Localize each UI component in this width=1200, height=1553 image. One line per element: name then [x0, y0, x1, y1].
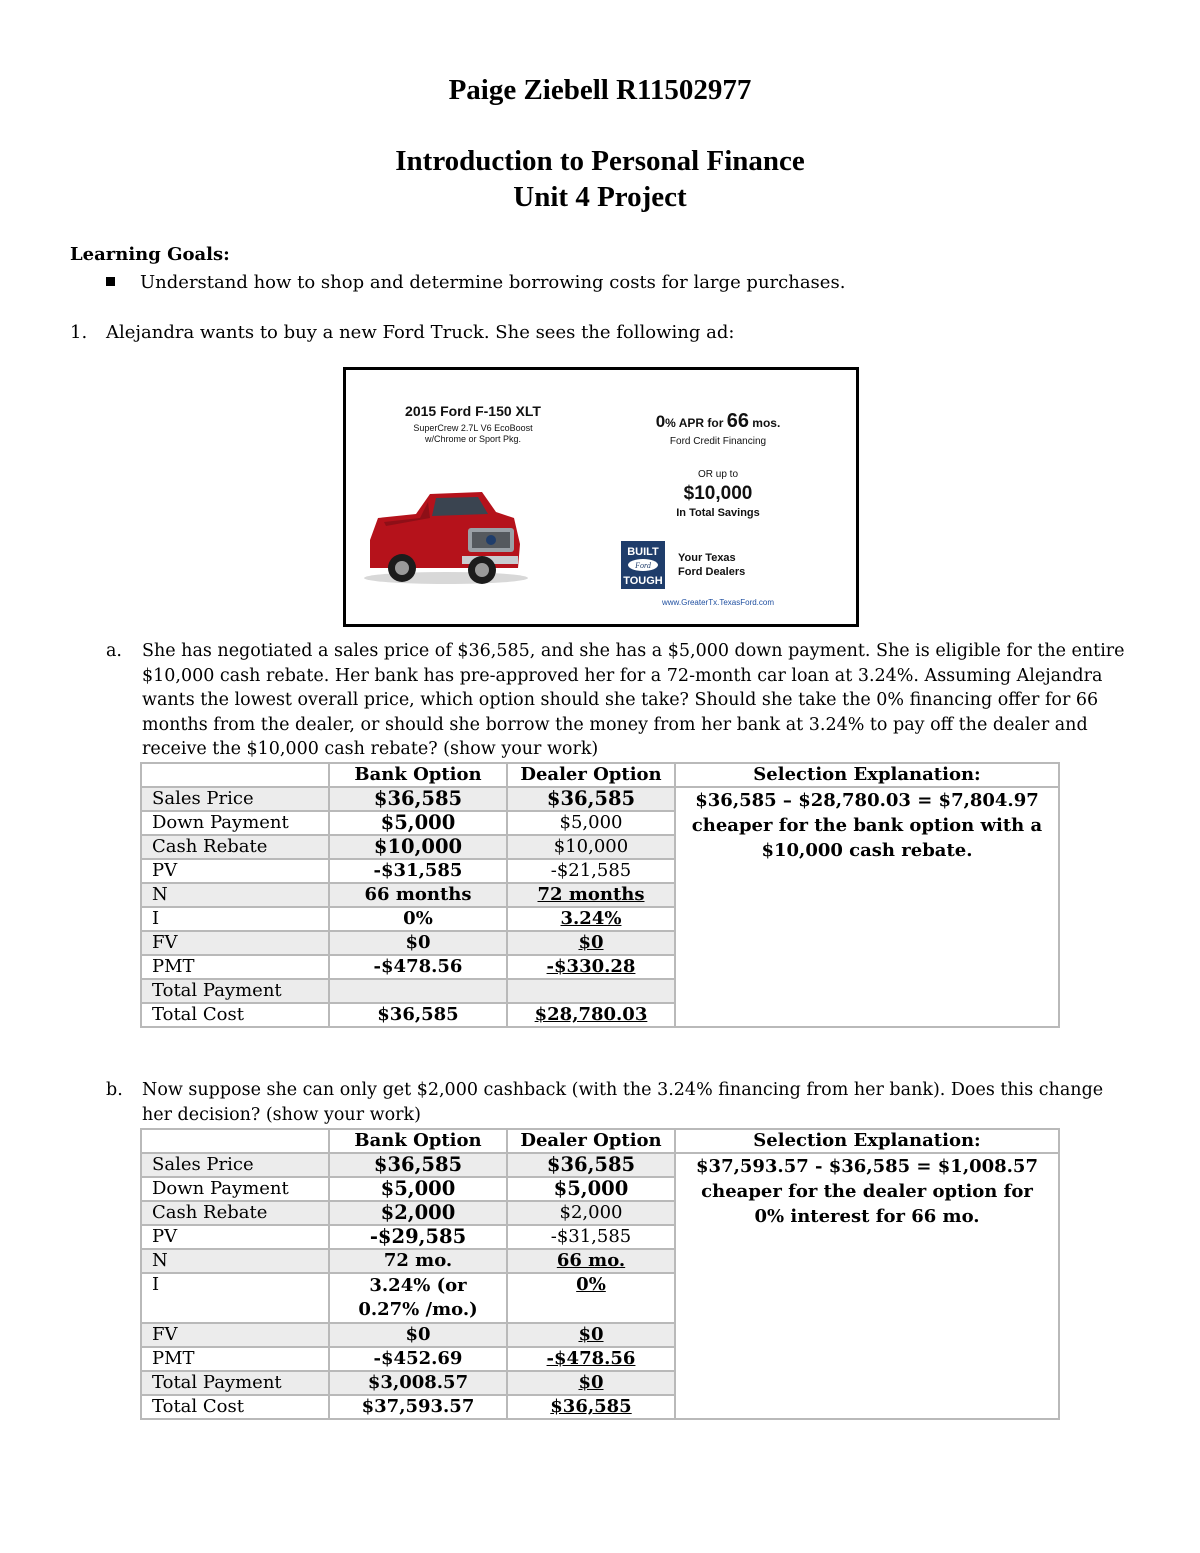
table-row: Total Cost $37,593.57 $36,585: [141, 1395, 1059, 1419]
course-title: Introduction to Personal Finance: [395, 145, 805, 177]
ad-trim-line1: SuperCrew 2.7L V6 EcoBoost: [413, 423, 533, 433]
document-page: Paige Ziebell R11502977 Introduction to Personal Finance Unit 4 Project Learning Goals: Understand how to shop and determine borrowing costs for large purchases. 1. Alejandra wants to buy a new Ford Truck. She sees the following ad: 2015 Ford F-150 XLT SuperCrew 2.7L V6 EcoBoost w/Chrome or Sport Pkg. 0% APR for 66 mos. Ford Credit Financing OR up to $10,000 In Total Savings BUILT Ford TOUGH Your Texas Ford Dealers www.GreaterTx.TexasFord.com a. She has negotiated a sales price of $36,585, and she has a $5,000 down payment. She is eligible for the entire $10,000 cash rebate. Her bank has pre-approved her for a 72-month car loan at 3.24%. Assuming Alejandra wants the lowest overall price, which option should she take? Should she take the 0% financing offer for 66 months from the dealer, or should she borrow the money from her bank at 3.24% to pay off the dealer and receive the $10,000 cash rebate? (show your work) Bank Option Dealer Option Selection Explanation: Sales Price $36,585 $36,585 $36,585 – $28,780.03 = $7,804.97 cheaper for the bank option with a $10,000 cash rebate. Down Payment $5,000 $5,000 Cash Rebate $10,000 $10,000 PV -$31,585 -$21,585 N 66 months 72 months I 0% 3.24% FV $0 $0 PMT -$478.56 -$330.28 Total Payment Total Cost $36,585 $28,780.03 b. Now suppose she can only get $2,000 cashback (with the 3.24% financing from her bank). Does this change her decision? (show your work) Bank Option Dealer Option Selection Explanation: Sales Price $36,585 $36,585 $37,593.57 - $36,585 = $1,008.57 cheaper for the dealer option for 0% interest for 66 mo. Down Payment $5,000 $5,000 Cash Rebate $2,000 $2,000 PV -$29,585 -$31,585 N 72 mo. 66 mo. I 3.24% (or 0.27% /mo.) 0% FV $0 $0 PMT -$452.69 -$478.56 Total Payment $3,008.57 $0 Total Cost $37,593.57 $36,585: [0, 0, 1200, 1553]
ad-savings-text: In Total Savings: [676, 507, 760, 519]
table-row: I 3.24% (or 0.27% /mo.) 0%: [141, 1273, 1059, 1323]
ad-dealers-line2: Ford Dealers: [678, 566, 746, 578]
table-row: Total Payment $3,008.57 $0: [141, 1371, 1059, 1395]
ford-ad-graphic: [346, 370, 856, 624]
bullet-square-icon: [106, 277, 115, 286]
author-line: Paige Ziebell R11502977: [448, 74, 752, 106]
built-ford-tough-badge-icon: [621, 541, 665, 589]
table-row: I 0% 3.24%: [141, 907, 1059, 931]
ad-apr-line: 0% APR for 66 mos.: [655, 410, 781, 432]
question-1: 1. Alejandra wants to buy a new Ford Truck. She sees the following ad:: [70, 322, 735, 343]
unit-title: Unit 4 Project: [513, 181, 687, 213]
col-header-explanation: Selection Explanation:: [675, 763, 1059, 787]
svg-text:Ford: Ford: [635, 561, 651, 570]
part-a-table: [140, 762, 1060, 1028]
table-row: FV $0 $0: [141, 1323, 1059, 1347]
ad-model: 2015 Ford F-150 XLT: [405, 403, 541, 419]
table-row: Down Payment $5,000 $5,000: [141, 811, 1059, 835]
col-header-bank: Bank Option: [329, 763, 507, 787]
ad-financing: Ford Credit Financing: [669, 436, 767, 447]
svg-text:BUILT: BUILT: [627, 546, 659, 558]
ad-dealers-line1: Your Texas: [678, 552, 736, 564]
table-row: N 72 mo. 66 mo.: [141, 1249, 1059, 1273]
table-row: PV -$29,585 -$31,585: [141, 1225, 1059, 1249]
table-row: FV $0 $0: [141, 931, 1059, 955]
table-row: Sales Price $36,585 $36,585 $37,593.57 - $36,585 = $1,008.57 cheaper for the dealer option for 0% interest for 66 mo.: [141, 1153, 1059, 1177]
table-row: Total Cost $36,585 $28,780.03: [141, 1003, 1059, 1027]
col-header-dealer: Dealer Option: [507, 763, 675, 787]
table-row: Total Payment: [141, 979, 1059, 1003]
table-row: Sales Price $36,585 $36,585 $36,585 – $28,780.03 = $7,804.97 cheaper for the bank option with a $10,000 cash rebate.: [141, 787, 1059, 811]
table-row: Cash Rebate $2,000 $2,000: [141, 1201, 1059, 1225]
part-b-table: [140, 1128, 1060, 1420]
ad-or-up-to: OR up to: [697, 469, 739, 480]
table-row: Cash Rebate $10,000 $10,000: [141, 835, 1059, 859]
table-row: PMT -$478.56 -$330.28: [141, 955, 1059, 979]
table-row: PV -$31,585 -$21,585: [141, 859, 1059, 883]
part-a-explanation: $36,585 – $28,780.03 = $7,804.97 cheaper for the bank option with a $10,000 cash rebate.: [675, 787, 1059, 1027]
ford-ad: [343, 367, 859, 627]
table-row: N 66 months 72 months: [141, 883, 1059, 907]
learning-goal-item: Understand how to shop and determine borrowing costs for large purchases.: [106, 272, 845, 293]
ad-trim-line2: w/Chrome or Sport Pkg.: [424, 434, 522, 444]
ad-savings-amount: $10,000: [683, 483, 753, 504]
col-header-bank: Bank Option: [329, 1129, 507, 1153]
part-b-explanation: $37,593.57 - $36,585 = $1,008.57 cheaper for the dealer option for 0% interest for 66 mo.: [675, 1153, 1059, 1419]
table-row: PMT -$452.69 -$478.56: [141, 1347, 1059, 1371]
ad-url: www.GreaterTx.TexasFord.com: [661, 598, 775, 607]
learning-goals-label: Learning Goals:: [70, 244, 230, 265]
col-header-dealer: Dealer Option: [507, 1129, 675, 1153]
col-header-explanation: Selection Explanation:: [675, 1129, 1059, 1153]
svg-text:TOUGH: TOUGH: [623, 575, 663, 587]
truck-image: [364, 492, 528, 584]
table-row: Down Payment $5,000 $5,000: [141, 1177, 1059, 1201]
